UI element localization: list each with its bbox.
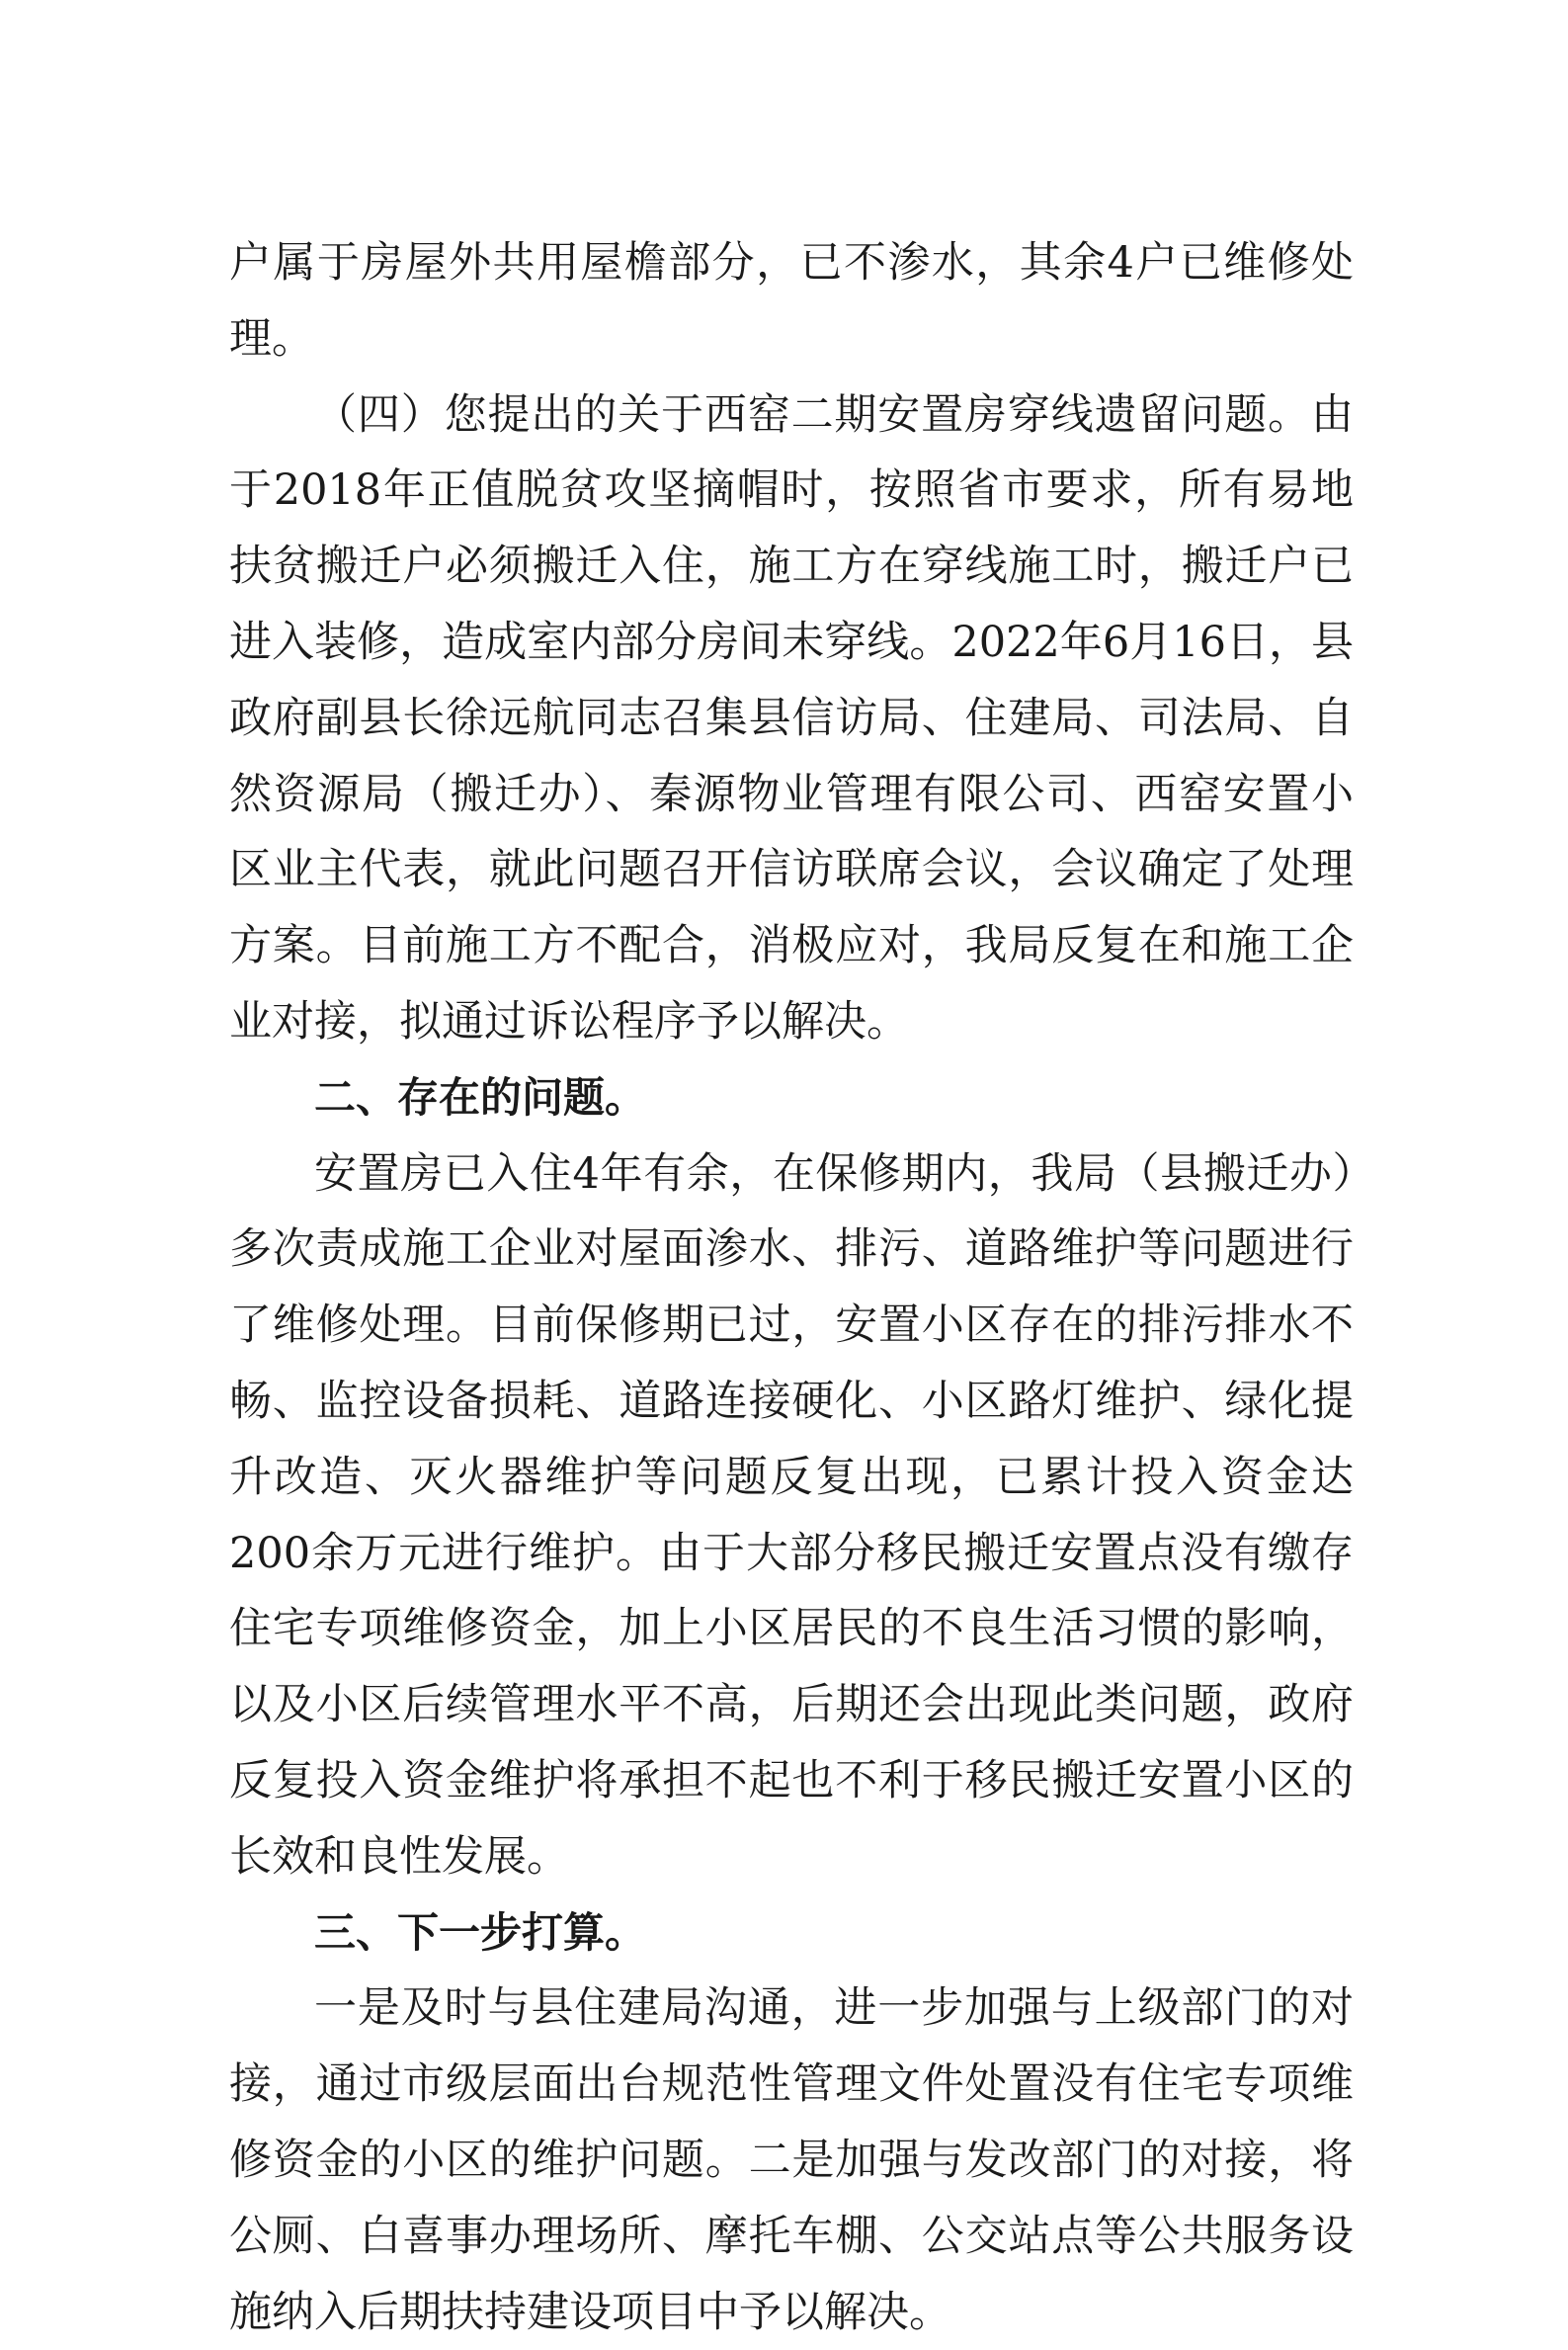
paragraph-section-four: （四）您提出的关于西窑二期安置房穿线遗留问题。由于2018年正值脱贫攻坚摘帽时，按照省市要求，所有易地扶贫搬迁户必须搬迁入住，施工方在穿线施工时，搬迁户已进入装修，造成室内部分房间未穿线。2022年6月16日，县政府副县长徐远航同志召集县信访局、住建局、司法局、自然资源局（搬迁办）、秦源物业管理有限公司、西窑安置小区业主代表，就此问题召开信访联席会议，会议确定了处理方案。目前施工方不配合，消极应对，我局反复在和施工企业对接，拟通过诉讼程序予以解决。 xyxy=(229,389,1354,1047)
paragraph-next-steps: 一是及时与县住建局沟通，进一步加强与上级部门的对接，通过市级层面出台规范性管理文件处置没有住宅专项维修资金的小区的维护问题。二是加强与发改部门的对接，将公厕、白喜事办理场所、摩托车棚、公交站点等公共服务设施纳入后期扶持建设项目中予以解决。 xyxy=(229,1983,1354,2337)
paragraph-continuation: 户属于房屋外共用屋檐部分，已不渗水，其余4户已维修处理。 xyxy=(229,238,1354,364)
paragraph-existing-problems: 安置房已入住4年有余，在保修期内，我局（县搬迁办）多次责成施工企业对屋面渗水、排污、道路维护等问题进行了维修处理。目前保修期已过，安置小区存在的排污排水不畅、监控设备损耗、道路连接硬化、小区路灯维护、绿化提升改造、灭火器维护等问题反复出现，已累计投入资金达200余万元进行维护。由于大部分移民搬迁安置点没有缴存住宅专项维修资金，加上小区居民的不良生活习惯的影响，以及小区后续管理水平不高，后期还会出现此类问题，政府反复投入资金维护将承担不起也不利于移民搬迁安置小区的长效和良性发展。 xyxy=(229,1148,1354,1882)
section-heading-existing-problems: 二、存在的问题。 xyxy=(314,1072,647,1122)
section-heading-next-steps: 三、下一步打算。 xyxy=(314,1907,647,1957)
document-body xyxy=(229,225,1354,2350)
